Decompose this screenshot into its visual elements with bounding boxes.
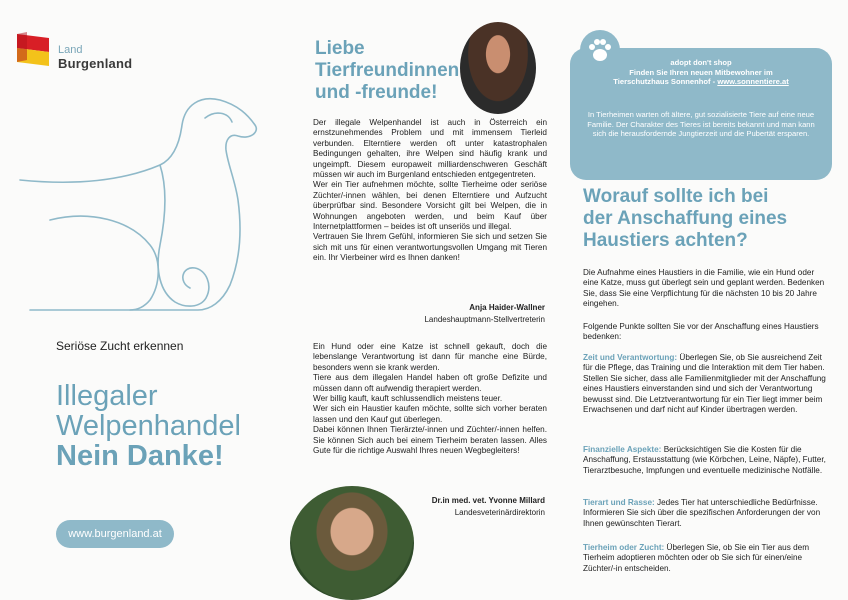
signature-role: Landeshauptmann-Stellvertreterin [424, 315, 545, 324]
advice-title-line1: Worauf sollte ich bei [583, 186, 769, 207]
website-link-button[interactable]: www.burgenland.at [56, 520, 174, 548]
adopt-line2: Finden Sie Ihren neuen Mitbewohner im [629, 67, 773, 77]
advice-title [583, 186, 833, 252]
burgenland-flag-logo [15, 30, 55, 70]
vet-paragraph: Wer billig kauft, kauft schlussendlich meistens teuer. [313, 394, 503, 404]
cover-panel [0, 0, 285, 600]
vet-paragraph: Wer sich ein Haustier kaufen möchte, sollte sich vorher beraten lassen und den Kauf gut überlegen. [313, 404, 547, 424]
advice-title-line2: der Anschaffung eines [583, 208, 788, 229]
advice-lead: Folgende Punkte sollten Sie vor der Anschaffung eines Haustiers bedenken: [583, 322, 819, 342]
vet-paragraph: Dabei können Ihnen Tierärzte/-innen und Züchter/-innen helfen. Sie können Sich auch bei einem Tierheim beraten lassen. Alles Gute für die richtige Auswahl Ihres neuen Wegbegleiters! [313, 425, 547, 456]
vet-paragraph: Ein Hund oder eine Katze ist schnell gekauft, doch die lebenslange Verantwortung ist dann für manche eine Bürde, besonders wenn sie krank werden. [313, 342, 547, 372]
vet-body [313, 342, 547, 456]
greeting-line1: Liebe [315, 38, 365, 59]
paw-icon [580, 30, 620, 70]
letter-body [313, 118, 547, 264]
cover-title-line2: Welpenhandel [56, 410, 241, 442]
advice-point [583, 498, 828, 529]
dog-line-art [10, 70, 278, 320]
adopt-body: In Tierheimen warten oft ältere, gut sozialisierte Tiere auf eine neue Familie. Der Charakter des Tieres ist bereits bekannt und man kann sich die herausfordernde Jungtierzeit und die Pubertät ersparen. [587, 110, 815, 139]
advice-point-text: Berücksichtigen Sie die Kosten für die Anschaffung, Erstausstattung (wie Körbchen, Leine, Näpfe), Futter, Tierarztbesuche, Impfungen und eventuelle medizinische Notfälle. [583, 445, 826, 475]
cover-title-line3: Nein Danke! [56, 440, 224, 472]
advice-point-label: Zeit und Verantwortung: [583, 353, 678, 362]
letter-paragraph: Vertrauen Sie Ihrem Gefühl, informieren Sie sich und setzen Sie sich mit uns für einen verantwortungsvollen Umgang mit Tieren ein. Ihr Vierbeiner wird es Ihnen danken! [313, 232, 547, 263]
letter-paragraph: Der illegale Welpenhandel ist auch in Österreich ein ernstzunehmendes Problem und mit immensem Tierleid verbunden. Elterntiere werden oft unter katastrophalen Bedingungen gehalten, ihre Welpen sind häufig krank und ungeimpft. Diesem europaweit milliardenschweren Geschäft müssen wir auch im Burgenland entschieden entgegentreten. [313, 118, 547, 180]
advice-panel [565, 0, 848, 600]
advice-title-line3: Haustiers achten? [583, 230, 748, 251]
logo-land-text: Land [58, 44, 83, 56]
advice-point [583, 353, 828, 415]
portrait-photo-millard [290, 486, 414, 600]
letter-paragraph: Wer ein Tier aufnehmen möchte, sollte Tierheime oder seriöse Züchter/-innen wählen, bei denen Elterntiere und Aufzucht überprüfbar sind. Besondere Vorsicht gilt bei Welpen, die in Wohnungen angeboten werden, und beim Kauf über Internetplattformen – beides ist oft unseriös und illegal. [313, 180, 547, 232]
advice-point-label: Tierart und Rasse: [583, 498, 655, 507]
advice-point-text: Überlegen Sie, ob Sie ausreichend Zeit für die Pflege, das Training und die Interaktion mit dem Tier haben. Stellen Sie sicher, dass alle Familienmitglieder mit der Anschaffung eines Haustiers einverstanden sind und sich der Verantwortung bewusst sind. Die Letztverantwortung für ein Tier liegt immer beim Erwachsenen und darf nicht auf Kinder übertragen werden. [583, 353, 826, 415]
advice-point-text: Jedes Tier hat unterschiedliche Bedürfnisse. Informieren Sie sich über die spezifischen Anforderungen der von Ihnen gewünschten Tierart. [583, 498, 821, 528]
letter-greeting [315, 38, 459, 104]
cover-subtitle: Seriöse Zucht erkennen [56, 339, 184, 353]
advice-point [583, 445, 828, 476]
sonnentiere-link[interactable]: www.sonnentiere.at [717, 77, 789, 87]
vet-paragraph: Tiere aus dem illegalen Handel haben oft große Defizite und müssen dann oft aufwendig therapiert werden. [313, 373, 547, 393]
cover-title [56, 381, 241, 471]
advice-point-label: Tierheim oder Zucht: [583, 543, 665, 552]
logo-burgenland-text: Burgenland [58, 56, 133, 71]
advice-point [583, 543, 828, 574]
greeting-line3: und -freunde! [315, 82, 438, 103]
signature-name: Anja Haider-Wallner [469, 303, 545, 312]
portrait-photo-haider-wallner [460, 22, 536, 114]
cover-title-line1: Illegaler [56, 380, 158, 412]
vet-signature-name: Dr.in med. vet. Yvonne Millard [431, 496, 545, 505]
advice-point-label: Finanzielle Aspekte: [583, 445, 662, 454]
greeting-line2: Tierfreundinnen [315, 60, 460, 81]
adopt-line1: adopt don't shop [670, 58, 732, 67]
advice-intro: Die Aufnahme eines Haustiers in die Familie, wie ein Hund oder eine Katze, muss gut überlegt sein und geplant werden. Bedenken Sie, dass Sie eine Verpflichtung für die nächsten 10 bis 20 Jahre eingehen. [583, 268, 825, 309]
letter-panel [285, 0, 565, 600]
paw-badge [580, 30, 620, 70]
advice-point-text: Überlegen Sie, ob Sie ein Tier aus dem Tierheim adoptieren möchten oder ob Sie sich für einen/eine Züchter/-in entscheiden. [583, 543, 810, 573]
adopt-line3: Tierschutzhaus Sonnenhof - www.sonnentiere.at [613, 77, 789, 87]
vet-signature-role: Landesveterinärdirektorin [454, 508, 545, 517]
